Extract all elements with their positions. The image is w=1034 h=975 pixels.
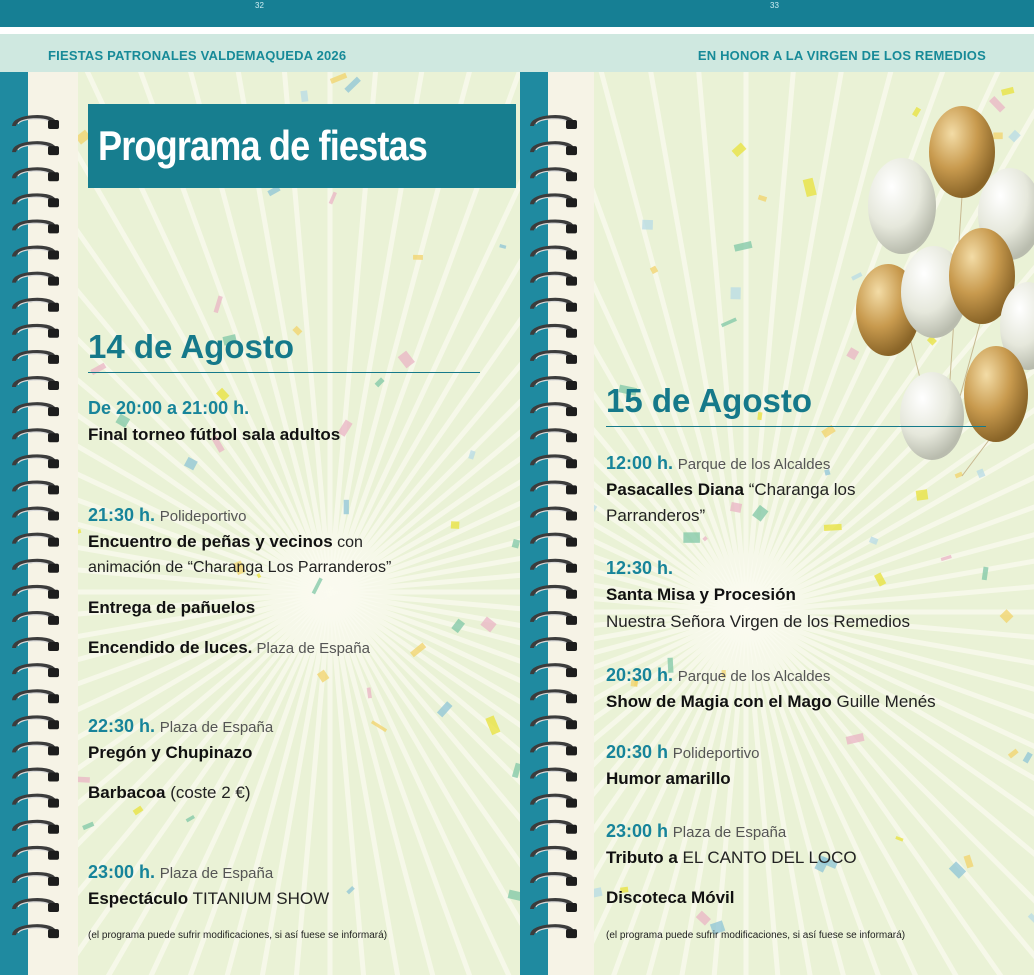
event-title: Show de Magia con el Mago Guille Menés (606, 692, 936, 711)
balloons-icon (852, 96, 1034, 496)
event-title: Barbacoa (coste 2 €) (88, 783, 251, 802)
event-detail: animación de “Charanga Los Parranderos” (88, 559, 392, 576)
event-title: Entrega de pañuelos (88, 598, 256, 617)
page-number-right: 33 (770, 1, 779, 10)
disclaimer-note: (el programa puede sufrir modificaciones, si así fuese se informará) (606, 930, 906, 941)
event-detail: Nuestra Señora Virgen de los Remedios (606, 612, 910, 631)
page-title-box (88, 104, 516, 188)
event-time: 20:30 h Polideportivo (606, 742, 760, 762)
spiral-rings-icon (10, 112, 66, 952)
top-bar (0, 0, 1034, 27)
event-title: Santa Misa y Procesión (606, 585, 796, 604)
day-divider (606, 426, 986, 427)
event-title: Discoteca Móvil (606, 888, 735, 907)
event-time: 22:30 h. Plaza de España (88, 716, 274, 736)
header-strip (0, 34, 1034, 72)
day-divider (88, 372, 480, 373)
event-time: 12:00 h. Parque de los Alcaldes (606, 453, 831, 473)
day-heading-15: 15 de Agosto (606, 382, 812, 419)
event-title: Encuentro de peñas y vecinos con (88, 532, 363, 551)
event-time: 23:00 h. Plaza de España (88, 862, 274, 882)
event-detail: Parranderos” (606, 506, 706, 525)
event-title: Final torneo fútbol sala adultos (88, 425, 341, 444)
event-title: Espectáculo TITANIUM SHOW (88, 889, 330, 908)
event-time: De 20:00 a 21:00 h. (88, 398, 250, 418)
day-heading-14: 14 de Agosto (88, 328, 294, 365)
page-number-left: 32 (255, 1, 264, 10)
divider (0, 27, 1034, 34)
page-title: Programa de fiestas (98, 122, 427, 169)
event-time: 20:30 h. Parque de los Alcaldes (606, 665, 831, 685)
event-title: Tributo a EL CANTO DEL LOCO (606, 848, 857, 867)
event-title: Pasacalles Diana “Charanga los (606, 480, 856, 499)
event-time: 12:30 h. (606, 558, 674, 578)
disclaimer-note: (el programa puede sufrir modificaciones, si así fuese se informará) (88, 930, 388, 941)
header-right: EN HONOR A LA VIRGEN DE LOS REMEDIOS (697, 48, 986, 63)
left-page (0, 72, 546, 975)
event-time: 21:30 h. Polideportivo (88, 505, 247, 525)
event-time: 23:00 h Plaza de España (606, 821, 787, 841)
event-title: Pregón y Chupinazo (88, 743, 253, 762)
event-title: Humor amarillo (606, 769, 731, 788)
header-left: FIESTAS PATRONALES VALDEMAQUEDA 2026 (48, 48, 347, 63)
event-title: Encendido de luces. Plaza de España (88, 638, 370, 657)
rays-decoration (0, 72, 546, 975)
spiral-rings-icon (528, 112, 584, 952)
